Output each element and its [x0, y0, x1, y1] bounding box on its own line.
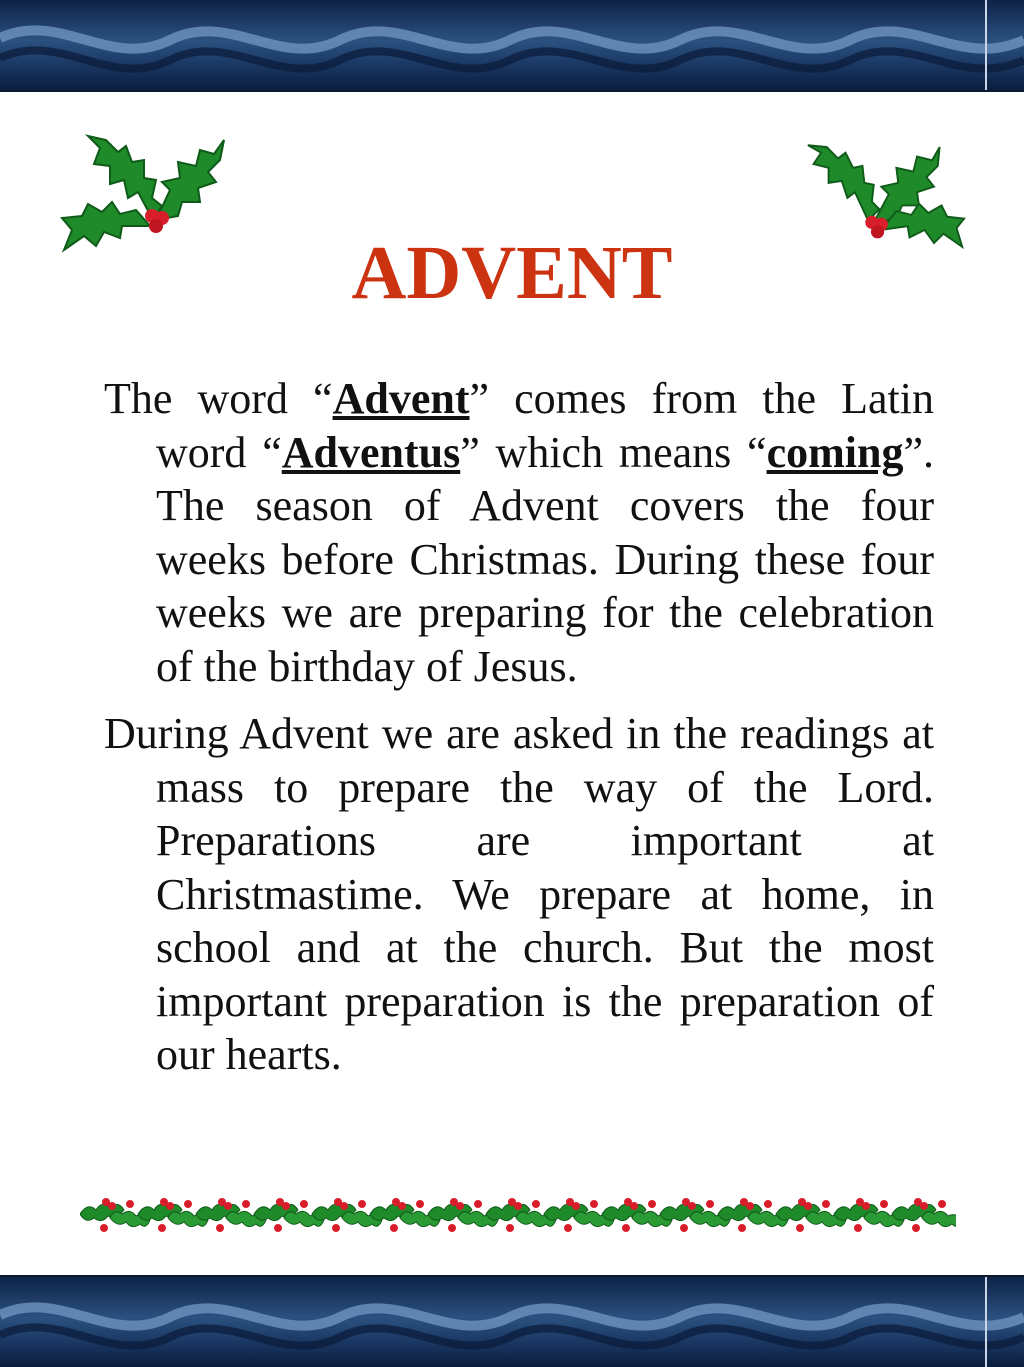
keyword-advent: Advent — [332, 374, 470, 423]
holly-garland-icon — [80, 1190, 956, 1240]
wave-pattern-icon — [0, 0, 1024, 90]
body-text — [104, 372, 934, 1096]
wave-pattern-icon — [0, 1277, 1024, 1367]
keyword-coming: coming — [766, 427, 904, 477]
page-title: ADVENT — [351, 231, 673, 315]
paragraph-1-text: ”. The season of Advent covers the four weeks before Christmas. During these four weeks we are preparing for the celebration of the birthday of Jesus. — [156, 427, 934, 691]
paragraph-2: During Advent we are asked in the readings at mass to prepare the way of the Lord. Preparations are important at Christmastime. We prepare at home, in school and at the church. But the most important preparation is the preparation of our hearts. — [104, 709, 934, 1079]
paragraph-1-text: The word “ — [104, 374, 333, 423]
paragraph-1-text: ” comes from the Latin word “ — [156, 374, 934, 477]
top-wave-border — [0, 0, 1024, 92]
bottom-wave-border — [0, 1275, 1024, 1367]
paragraph-1-text: ” which means “ — [460, 427, 767, 477]
keyword-adventus: Adventus — [281, 427, 461, 477]
paragraph-1 — [104, 372, 934, 693]
